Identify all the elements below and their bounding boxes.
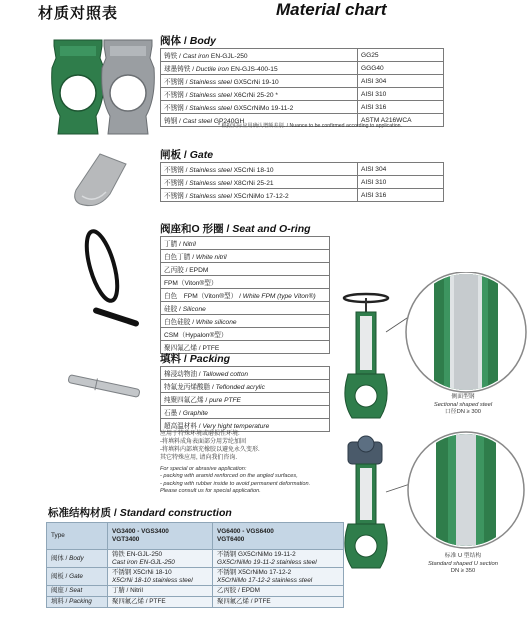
material-cn: 纯聚四氟乙烯 <box>164 397 204 404</box>
green-valve-body <box>52 40 105 134</box>
standard-row <box>47 550 344 568</box>
material-name-cell: 铸铁 / Cast iron EN-GJL-250 <box>161 49 358 62</box>
actuated-valve <box>345 436 387 568</box>
material-name-cell: 硅胶 / Silicone <box>161 302 330 315</box>
cell-line: Cast iron EN-GJL-250 <box>112 558 175 566</box>
note-cn-line: -将填料成角表面部分用芳纶加固 <box>160 439 246 445</box>
body-material-table <box>160 48 444 127</box>
label-cn: 填料 <box>51 597 64 605</box>
label-en: Packing <box>69 597 92 605</box>
standard-title-cn: 标准结构材质 <box>48 507 111 519</box>
material-row <box>161 315 330 328</box>
material-en: Stainless steel <box>189 180 232 187</box>
material-cn: 不锈钢 <box>164 193 184 200</box>
standard-construction-table <box>46 522 344 608</box>
material-name-cell: 纯聚四氟乙烯 / pure PTFE <box>161 393 330 406</box>
standard-title-en: Standard construction <box>119 507 232 519</box>
material-name-cell <box>161 328 330 341</box>
cell-line: 聚四氟乙烯 / PTFE <box>112 597 166 605</box>
material-name-cell: 白色 FPM（Viton®型） / White FPM (type Viton®) <box>161 289 330 302</box>
gate-title-en: Gate <box>189 149 214 161</box>
material-en: Tallowed cotton <box>202 371 249 378</box>
material-row <box>161 176 444 189</box>
material-code-cell: ASTM A216WCA <box>358 114 444 127</box>
caption-cn: 侧面型钢 <box>451 394 475 400</box>
u-section-detail <box>386 430 524 560</box>
material-cn: 铸钢 <box>164 118 178 125</box>
material-row <box>161 328 330 341</box>
material-code-cell: AISI 310 <box>358 88 444 101</box>
col1-header <box>108 523 213 550</box>
material-cn: 不锈钢 <box>164 167 184 174</box>
o-ring-strip <box>92 307 140 328</box>
standard-col2-cell <box>213 586 344 597</box>
material-code-cell: AISI 304 <box>358 163 444 176</box>
note-cn-line: 其它特殊应用, 请向我们咨询. <box>160 455 238 461</box>
material-grade: GP240GH <box>213 118 245 125</box>
cell-line: 铸铁 EN-GJL-250 <box>112 551 163 558</box>
material-grade: X6CrNi 25-20 * <box>233 92 278 99</box>
material-en: Teflonded acrylic <box>215 384 265 391</box>
material-row <box>161 189 444 202</box>
standard-col1-cell <box>108 586 213 597</box>
material-cn: FPM（Viton®型） <box>164 280 218 287</box>
gate-section-title: 闸板 / Gate <box>160 149 214 161</box>
material-row <box>161 237 330 250</box>
note-en-line: For special or abrasive application: <box>160 466 247 472</box>
valve-assembly-illustrations <box>336 272 532 632</box>
page-title-cn: 材质对照表 <box>38 5 119 22</box>
col2-header-line: VGT6400 <box>217 536 245 543</box>
standard-col2-cell <box>213 568 344 586</box>
packing-title-cn: 填料 <box>160 353 181 365</box>
material-row <box>161 289 330 302</box>
material-row <box>161 263 330 276</box>
material-row <box>161 250 330 263</box>
note-cn-line: 应用于特殊环境或磨损性环境: <box>160 431 240 437</box>
material-en: Stainless steel <box>189 92 232 99</box>
cell-line: 不锈钢 GX5CrNiMo 19-11-2 <box>217 551 296 558</box>
packing-illustration <box>66 368 142 408</box>
material-code-cell: AISI 304 <box>358 75 444 88</box>
packing-notes-en <box>160 466 310 496</box>
material-en: Nitril <box>182 241 196 248</box>
material-code-cell: AISI 316 <box>358 101 444 114</box>
material-row <box>161 380 330 393</box>
standard-col1-cell <box>108 550 213 568</box>
material-cn: 特氟龙丙烯酸脂 <box>164 384 211 391</box>
material-name-cell: 不锈钢 / Stainless steel X5CrNiMo 17-12-2 <box>161 189 358 202</box>
material-en: Stainless steel <box>189 79 232 86</box>
cell-line: 不锈钢 X5CrNiMo 17-12-2 <box>217 569 292 577</box>
packing-section-title: 填料 / Packing <box>160 353 231 365</box>
caption-dn: 口径DN ≥ 300 <box>444 409 482 415</box>
material-name-cell: 特氟龙丙烯酸脂 / Teflonded acrylic <box>161 380 330 393</box>
material-name-cell: 不锈钢 / Stainless steel GX5CrNi 19-10 <box>161 75 358 88</box>
material-cn: 白色 FPM（Viton®型） <box>164 293 238 300</box>
material-row <box>161 49 444 62</box>
label-en: Body <box>69 554 84 562</box>
caption-en: Standard shaped U section <box>428 560 498 567</box>
packing-title-en: Packing <box>189 353 231 365</box>
packing-notes-cn <box>160 430 260 462</box>
material-cn: 不锈钢 <box>164 105 184 112</box>
material-name-cell: 不锈钢 / Stainless steel X5CrNi 18-10 <box>161 163 358 176</box>
material-en: Stainless steel <box>189 105 232 112</box>
material-name-cell: 超高温材料 / Very hight temperature <box>161 419 330 432</box>
note-cn-line: -将填料内部填充橡胶以避免永久变形. <box>160 447 260 453</box>
handwheel-valve <box>344 294 388 418</box>
material-en: Stainless steel <box>189 167 232 174</box>
cell-line: X5CrNiMo 17-12-2 stainless steel <box>217 576 313 584</box>
label-cn: 阀板 <box>51 572 64 580</box>
note-en-line: - packing with aramid renforced on the angled surfaces, <box>160 473 298 480</box>
material-cn: 铸铁 <box>164 53 178 60</box>
material-cn: 硅胶 <box>164 306 178 313</box>
seat-title-cn: 阀座和O 形圈 <box>160 223 224 235</box>
material-row <box>161 367 330 380</box>
material-grade: EN-GJL-250 <box>210 53 248 60</box>
material-en: EPDM <box>189 267 209 274</box>
material-cn: 丁腈 <box>164 241 178 248</box>
material-cn: 球墨铸铁 <box>164 66 191 73</box>
material-name-cell <box>161 276 330 289</box>
standard-col1-cell <box>108 596 213 607</box>
material-en: White nitril <box>195 254 227 261</box>
material-row <box>161 163 444 176</box>
seat-ring-illustration <box>78 224 150 342</box>
material-cn: CSM（Hypalon®型） <box>164 332 228 339</box>
material-name-cell: 棉浸动物油 / Tallowed cotton <box>161 367 330 380</box>
material-row <box>161 302 330 315</box>
material-en: Very hight temperature <box>202 423 270 430</box>
grey-valve-body <box>102 40 155 134</box>
seat-material-table <box>160 236 330 354</box>
type-label: Type <box>47 523 108 550</box>
material-en: Graphite <box>182 410 208 417</box>
material-cn: 棉浸动物油 <box>164 371 197 378</box>
seat-section-title: 阀座和O 形圈 / Seat and O-ring <box>160 223 311 235</box>
body-title-cn: 阀体 <box>160 35 181 47</box>
sectional-steel-detail <box>386 272 526 402</box>
material-code-cell: GG25 <box>358 49 444 62</box>
caption-cn: 标准 U 型结构 <box>444 553 482 559</box>
col1-header-line: VG3400 - VGS3400 <box>112 528 169 536</box>
material-grade: GX5CrNi 19-10 <box>233 79 279 86</box>
material-name-cell: 乙丙胶 / EPDM <box>161 263 330 276</box>
material-row <box>161 101 444 114</box>
cell-line: 不锈钢 X5CrNi 18-10 <box>112 569 172 577</box>
material-cn: 不锈钢 <box>164 92 184 99</box>
material-row <box>161 276 330 289</box>
label-cn: 阀座 <box>51 587 64 595</box>
gate-title-cn: 闸板 <box>160 149 181 161</box>
standard-col2-cell <box>213 550 344 568</box>
col1-header-line: VGT3400 <box>112 536 140 543</box>
material-row <box>161 88 444 101</box>
label-cn: 阀体 <box>51 554 64 562</box>
material-name-cell: 石墨 / Graphite <box>161 406 330 419</box>
material-row <box>161 75 444 88</box>
seat-ring <box>81 228 124 304</box>
material-name-cell: 铸钢 / Cast steel GP240GH <box>161 114 358 127</box>
material-name-cell: 不锈钢 / Stainless steel X8CrNi 25-21 <box>161 176 358 189</box>
material-name-cell: 丁腈 / Nitril <box>161 237 330 250</box>
material-code-cell: AISI 310 <box>358 176 444 189</box>
material-grade: GX5CrNiMo 19-11-2 <box>233 105 294 112</box>
standard-col2-cell <box>213 596 344 607</box>
material-code-cell: GGG40 <box>358 62 444 75</box>
standard-section-title: 标准结构材质 / Standard construction <box>48 507 232 519</box>
material-grade: EN-GJS-400-15 <box>230 66 278 73</box>
standard-header-row <box>47 523 344 550</box>
packing-material-table <box>160 366 330 432</box>
cell-line: 聚四氟乙烯 / PTFE <box>217 597 271 605</box>
standard-label-cell: 填料 / Packing <box>47 596 108 607</box>
material-en: Cast iron <box>182 53 210 60</box>
material-name-cell: 聚四氟乙烯 / PTFE <box>161 341 330 354</box>
material-row <box>161 62 444 75</box>
col2-header-line: VG6400 - VGS6400 <box>217 528 274 536</box>
material-cn: 不锈钢 <box>164 79 184 86</box>
bottom-detail-caption <box>398 553 528 576</box>
valve-body-illustration <box>40 38 158 140</box>
body-section-title: 阀体 / Body <box>160 35 217 47</box>
material-en: White silicone <box>195 319 237 326</box>
standard-label-cell: 阀板 / Gate <box>47 568 108 586</box>
material-cn: 聚四氟乙烯 <box>164 345 197 352</box>
material-name-cell: 不锈钢 / Stainless steel X6CrNi 25-20 * <box>161 88 358 101</box>
material-cn: 乙丙胶 <box>164 267 184 274</box>
material-cn: 白色硅胶 <box>164 319 191 326</box>
gate-illustration <box>70 150 130 212</box>
material-name-cell: 球墨铸铁 / Ductile iron EN-GJS-400-15 <box>161 62 358 75</box>
material-cn: 超高温材料 <box>164 423 197 430</box>
gate-material-table <box>160 162 444 202</box>
page-title-en: Material chart <box>276 0 387 19</box>
col2-header <box>213 523 344 550</box>
label-en: Gate <box>69 572 83 580</box>
cell-line: GX5CrNiMo 19-11-2 stainless steel <box>217 558 317 566</box>
caption-en: Sectional shaped steel <box>433 401 493 408</box>
standard-label-cell: 阀体 / Body <box>47 550 108 568</box>
material-code-cell: AISI 316 <box>358 189 444 202</box>
material-cn: 白色丁腈 <box>164 254 191 261</box>
cell-line: 乙丙胶 / EPDM <box>217 587 260 595</box>
seat-title-en: Seat and O-ring <box>232 223 311 235</box>
material-grade: X5CrNiMo 17-12-2 <box>233 193 289 200</box>
standard-col1-cell <box>108 568 213 586</box>
label-en: Seat <box>69 587 83 595</box>
material-en: Ductile iron <box>195 66 229 73</box>
note-en-line: Please consult us for special application. <box>160 488 261 495</box>
material-grade: X5CrNi 18-10 <box>233 167 274 174</box>
material-en: Stainless steel <box>189 193 232 200</box>
standard-row <box>47 596 344 607</box>
material-name-cell: 白色硅胶 / White silicone <box>161 315 330 328</box>
material-en: Cast steel <box>182 118 213 125</box>
cell-line: 丁腈 / Nitril <box>112 587 143 595</box>
standard-row <box>47 586 344 597</box>
material-en: pure PTFE <box>209 397 241 404</box>
note-en-line: - packing with rubber inside to avoid permanent deformation. <box>160 480 311 487</box>
standard-label-cell: 阀座 / Seat <box>47 586 108 597</box>
cell-line: X5CrNi 18-10 stainless steel <box>112 576 193 584</box>
material-name-cell: 白色丁腈 / White nitril <box>161 250 330 263</box>
caption-dn: DN ≥ 350 <box>450 568 476 574</box>
body-note: * 根据实际应用确认增频差别. / Nuance to be confirmed according to application. <box>218 123 402 129</box>
material-en: Silicone <box>182 306 206 313</box>
material-row <box>161 393 330 406</box>
standard-row <box>47 568 344 586</box>
material-row <box>161 406 330 419</box>
body-title-en: Body <box>189 35 217 47</box>
material-en: PTFE <box>202 345 220 352</box>
material-cn: 不锈钢 <box>164 180 184 187</box>
material-grade: X8CrNi 25-21 <box>233 180 274 187</box>
material-cn: 石墨 <box>164 410 178 417</box>
material-name-cell: 不锈钢 / Stainless steel GX5CrNiMo 19-11-2 <box>161 101 358 114</box>
top-detail-caption <box>402 394 524 417</box>
material-en: White FPM (type Viton®) <box>242 293 316 300</box>
